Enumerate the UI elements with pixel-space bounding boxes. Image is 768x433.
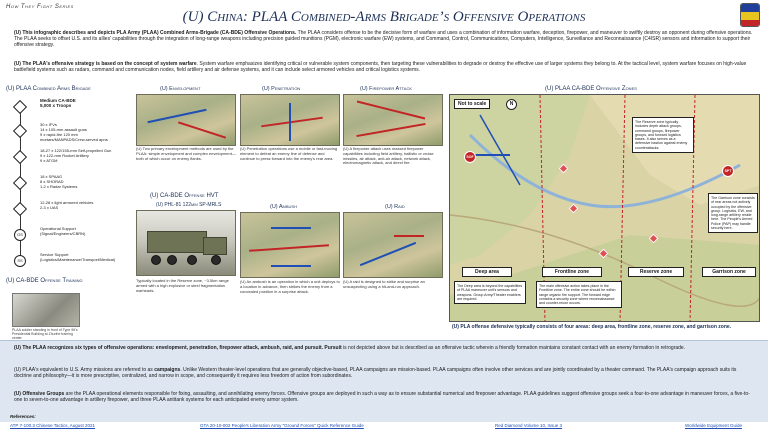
- wheel-icon: [151, 255, 161, 265]
- reserve-note: The Reserve zone typically includes depth attack groups, command groups, firepower groups, and forward logistics bases. It also serves as a defensive bastion against enemy counterattacks.: [632, 117, 694, 153]
- frontline-zone-label: Frontline zone: [542, 267, 602, 277]
- b1-body: is not depicted above but is described as an offensive tactic wherein a friendly formation maintains constant contact with an enemy formation in retrograde.: [341, 345, 686, 351]
- intro-paragraph-1: [14, 30, 758, 48]
- org-diamond-icon: [13, 202, 27, 216]
- org-title: (U) PLAA Combined Arms Brigade: [6, 86, 91, 92]
- org-item-text: Operational Support (Signal/Engineers/CBRN): [40, 226, 86, 236]
- not-to-scale-label: Not to scale: [454, 99, 490, 109]
- penetration-caption: (U) Penetration operations use a mobile or fast-moving element to defeat an enemy line of defense and continue to press forward into the enemy's rear area.: [240, 146, 338, 161]
- training-caption: PLAA soldier standing in front of Type 96's Presidential Building at Zhurihe training center.: [12, 328, 78, 340]
- reference-link-weg[interactable]: Worldwide Equipment Guide: [685, 423, 742, 428]
- hvt-image: [136, 210, 236, 276]
- org-diamond-icon: [13, 100, 27, 114]
- envelopment-caption: (U) Two primary envelopment methods are used by the PLAA: simple envelopment and complex envelopment—both of which occur on enemy flanks.: [136, 146, 236, 161]
- firepower-title: (U) Firepower Attack: [360, 86, 413, 92]
- org-symbol-icon: [13, 254, 27, 268]
- envelopment-title: (U) Envelopment: [160, 86, 201, 92]
- org-diamond-icon: [13, 176, 27, 190]
- org-item-text: 30 x IFVs 14 x 105-mm assault guns 9 x rapid-fire 120 mm mortars/MANPADS/Crew-served apns: [40, 122, 108, 142]
- firepower-image: [343, 94, 443, 146]
- org-item-text: Medium CA-BDE 5,000 x Troops: [40, 98, 76, 108]
- penetration-image: [240, 94, 340, 146]
- map-caption: (U) PLA offense defensive typically consists of four areas: deep area, frontline zone, reserve zone, and garrison zone.: [452, 324, 732, 330]
- b1-pursuit: Pursuit: [323, 345, 342, 351]
- intro-p2-lead: (U) The PLAA's offensive strategy is based on the concept of: [14, 61, 161, 67]
- firepower-caption: (U) A firepower attack uses massed firepower capabilities including field artillery, ballistic or cruise missiles, air attack, anti-air attack, network attack, electromagnetic attack, and direct fire.: [343, 146, 434, 166]
- org-symbol-icon: [13, 228, 27, 242]
- intro-p2-body: . System warfare emphasizes identifying critical or vulnerable system components, then targeting these vulnerabilities to degrade or destroy the effective use of larger systems they belong to. At the tactical level, system warfare focuses on high-value battlefield systems such as radars, command and communication nodes, field artillery and air defense systems, and it can include select armored vehicles and critical logistics systems.: [14, 61, 747, 73]
- org-symbol-label: OS: [14, 229, 26, 241]
- intro-p1-lead: (U) This infographic describes and depicts PLA Army (PLAA) Combined Arms-Brigade (CA-BDE) Offensive Operations.: [14, 30, 297, 36]
- b2-lead: (U) PLAA's equivalent to U.S. Army missions are referred to as: [14, 367, 155, 373]
- org-symbol-icon: [13, 124, 27, 138]
- ambush-caption: (U) An ambush is an operation in which a unit deploys to a location in advance, then strikes the enemy from a concealed position in a surprise attack.: [240, 279, 340, 294]
- training-title: (U) CA-BDE Offense Training: [6, 278, 83, 284]
- ambush-title: (U) Ambush: [270, 204, 297, 210]
- hvt-title: (U) CA-BDE Offense HVT: [150, 193, 219, 199]
- truck-cab: [203, 237, 227, 255]
- garrison-note: The Garrison zone consists of rear areas not actively occupied by the offensive group. Logistics, EW, and long-range artillery reside here. The People's Armed Police (PAP) may handle security here.: [708, 193, 758, 233]
- offensive-zones-map: [449, 94, 760, 322]
- page-title: (U) China: PLAA Combined-Arms Brigade’s Offensive Operations: [182, 9, 586, 25]
- raid-caption: (U) A raid is designed to strike and surprise an unsuspecting using a hit-and-run approach.: [343, 279, 425, 289]
- bottom-paragraph-3: [14, 391, 754, 403]
- org-chart: [6, 94, 146, 280]
- intro-paragraph-2: [14, 61, 758, 73]
- launcher-pod: [147, 231, 207, 253]
- org-symbol-icon: [13, 150, 27, 164]
- raid-image: [343, 212, 443, 278]
- sof-marker: SOF: [464, 151, 476, 163]
- b2-body: . Unlike Western theater-level operations that are generally objective-based, PLAA campaigns are mission-based. PLAA campaigns often involve other services and are jointly coordinated by a theater command. The PLAA's campaign approach suits its doctrine and philosophy—it is more prescriptive, centralized, and narrow in scope, and consequently it requires less freedom of action from subordinates.: [14, 367, 737, 379]
- org-diamond-icon: [13, 150, 27, 164]
- intro-p2-bold: system warfare: [160, 61, 197, 67]
- wheel-icon: [167, 255, 177, 265]
- wheel-icon: [211, 255, 221, 265]
- deep-note: The Deep area is beyond the capabilities of PLAA maneuver unit's sensors and weapons. Group Army/Theater enablers are required.: [454, 281, 526, 304]
- org-item-text: 18 x SPAAG 8 x SHORAD 1-2 x Radar Systems: [40, 174, 78, 189]
- hvt-subtitle: (U) PHL-81 122mm SP-MRLS: [156, 202, 222, 208]
- training-photo: [12, 293, 80, 327]
- series-label: How They Fight Series: [6, 4, 74, 10]
- envelopment-image: [136, 94, 236, 146]
- reference-link-atp[interactable]: ATP 7-100.3 Chinese Tactics, August 2021: [10, 423, 96, 428]
- org-diamond-icon: [13, 124, 27, 138]
- intro-p1-body: The PLAA considers offense to be the decisive form of warfare and uses a combination of information warfare, deception, firepower, and maneuver to swiftly destroy an opponent during offensive operations. The PLAA seeks to offset U.S. and its allies' capabilities through the integration of long-range weapons including precision guided munitions (PGM), electronic warfare (EW) systems, and Command, Control, Communications, Computers, Intelligence, Surveillance and Reconnaissance (C4ISR) sensors and information to support their offensive strategy.: [14, 30, 753, 48]
- raid-title: (U) Raid: [385, 204, 405, 210]
- org-symbol-icon: [13, 176, 27, 190]
- b1-lead: (U) The PLAA recognizes six types of offensive operations: envelopment, penetration, firepower attack, ambush, raid, and pursuit.: [14, 345, 324, 351]
- spt-marker: SPT: [722, 165, 734, 177]
- org-symbol-icon: [13, 202, 27, 216]
- reference-link-gta[interactable]: GTA 20-10-002 People's Liberation Army "Ground Forces" Quick Reference Guide: [200, 423, 364, 428]
- b3-lead: (U) Offensive Groups: [14, 391, 65, 397]
- bottom-paragraph-1: [14, 345, 754, 351]
- org-item-text: 12-28 x light armored vehicles 2-3 x UAS: [40, 200, 94, 210]
- hvt-caption: Typically located in the Reserve zone, ~3.5km range armed with a high explosive or steel fragmentation warheads.: [136, 278, 229, 293]
- org-symbol-icon: [13, 100, 27, 114]
- wheel-icon: [187, 255, 197, 265]
- deep-area-label: Deep area: [462, 267, 512, 277]
- references-label: References:: [10, 414, 36, 419]
- penetration-title: (U) Penetration: [262, 86, 301, 92]
- reference-link-red-diamond[interactable]: Red Diamond Volume 10, Issue 3: [495, 423, 563, 428]
- bottom-paragraph-2: [14, 367, 754, 379]
- org-item-text: Service Support (Logistics/Maintenance/Transport/Medical): [40, 252, 116, 262]
- org-item-text: 18-27 x 122/155-mm Self-propelled Gun 9 x 122-mm Rocket Artillery 9 x ATGM: [40, 148, 112, 163]
- garrison-zone-label: Garrison zone: [702, 267, 756, 277]
- frontline-note: The main offensive action takes place in the Frontline zone. The entire zone should be within range organic fire support. The forward edge contains a security zone where reconnaissance and counter-recon occurs.: [536, 281, 622, 308]
- ambush-image: [240, 212, 340, 278]
- org-symbol-label: SS: [14, 255, 26, 267]
- bottom-band: [0, 340, 768, 422]
- b3-body: are the PLAA operational elements responsible for fixing, assaulting, and annihilating enemy forces. Offensive groups are deployed in such a way as to ensure substantial numerical and firepower advantage. PLAA guidelines suggest offensive groups seek a four-to-one advantage in maneuver forces, a five-to-one to seven-to-one advantage in artillery firepower, and three PLAA antitank systems for each anticipated enemy armor system.: [14, 391, 750, 403]
- north-arrow-icon: N: [506, 99, 517, 110]
- map-title: (U) PLAA CA-BDE Offensive Zones: [545, 86, 637, 92]
- reserve-zone-label: Reserve zone: [628, 267, 684, 277]
- unit-emblem-icon: [740, 3, 760, 27]
- b2-bold: campaigns: [154, 367, 181, 373]
